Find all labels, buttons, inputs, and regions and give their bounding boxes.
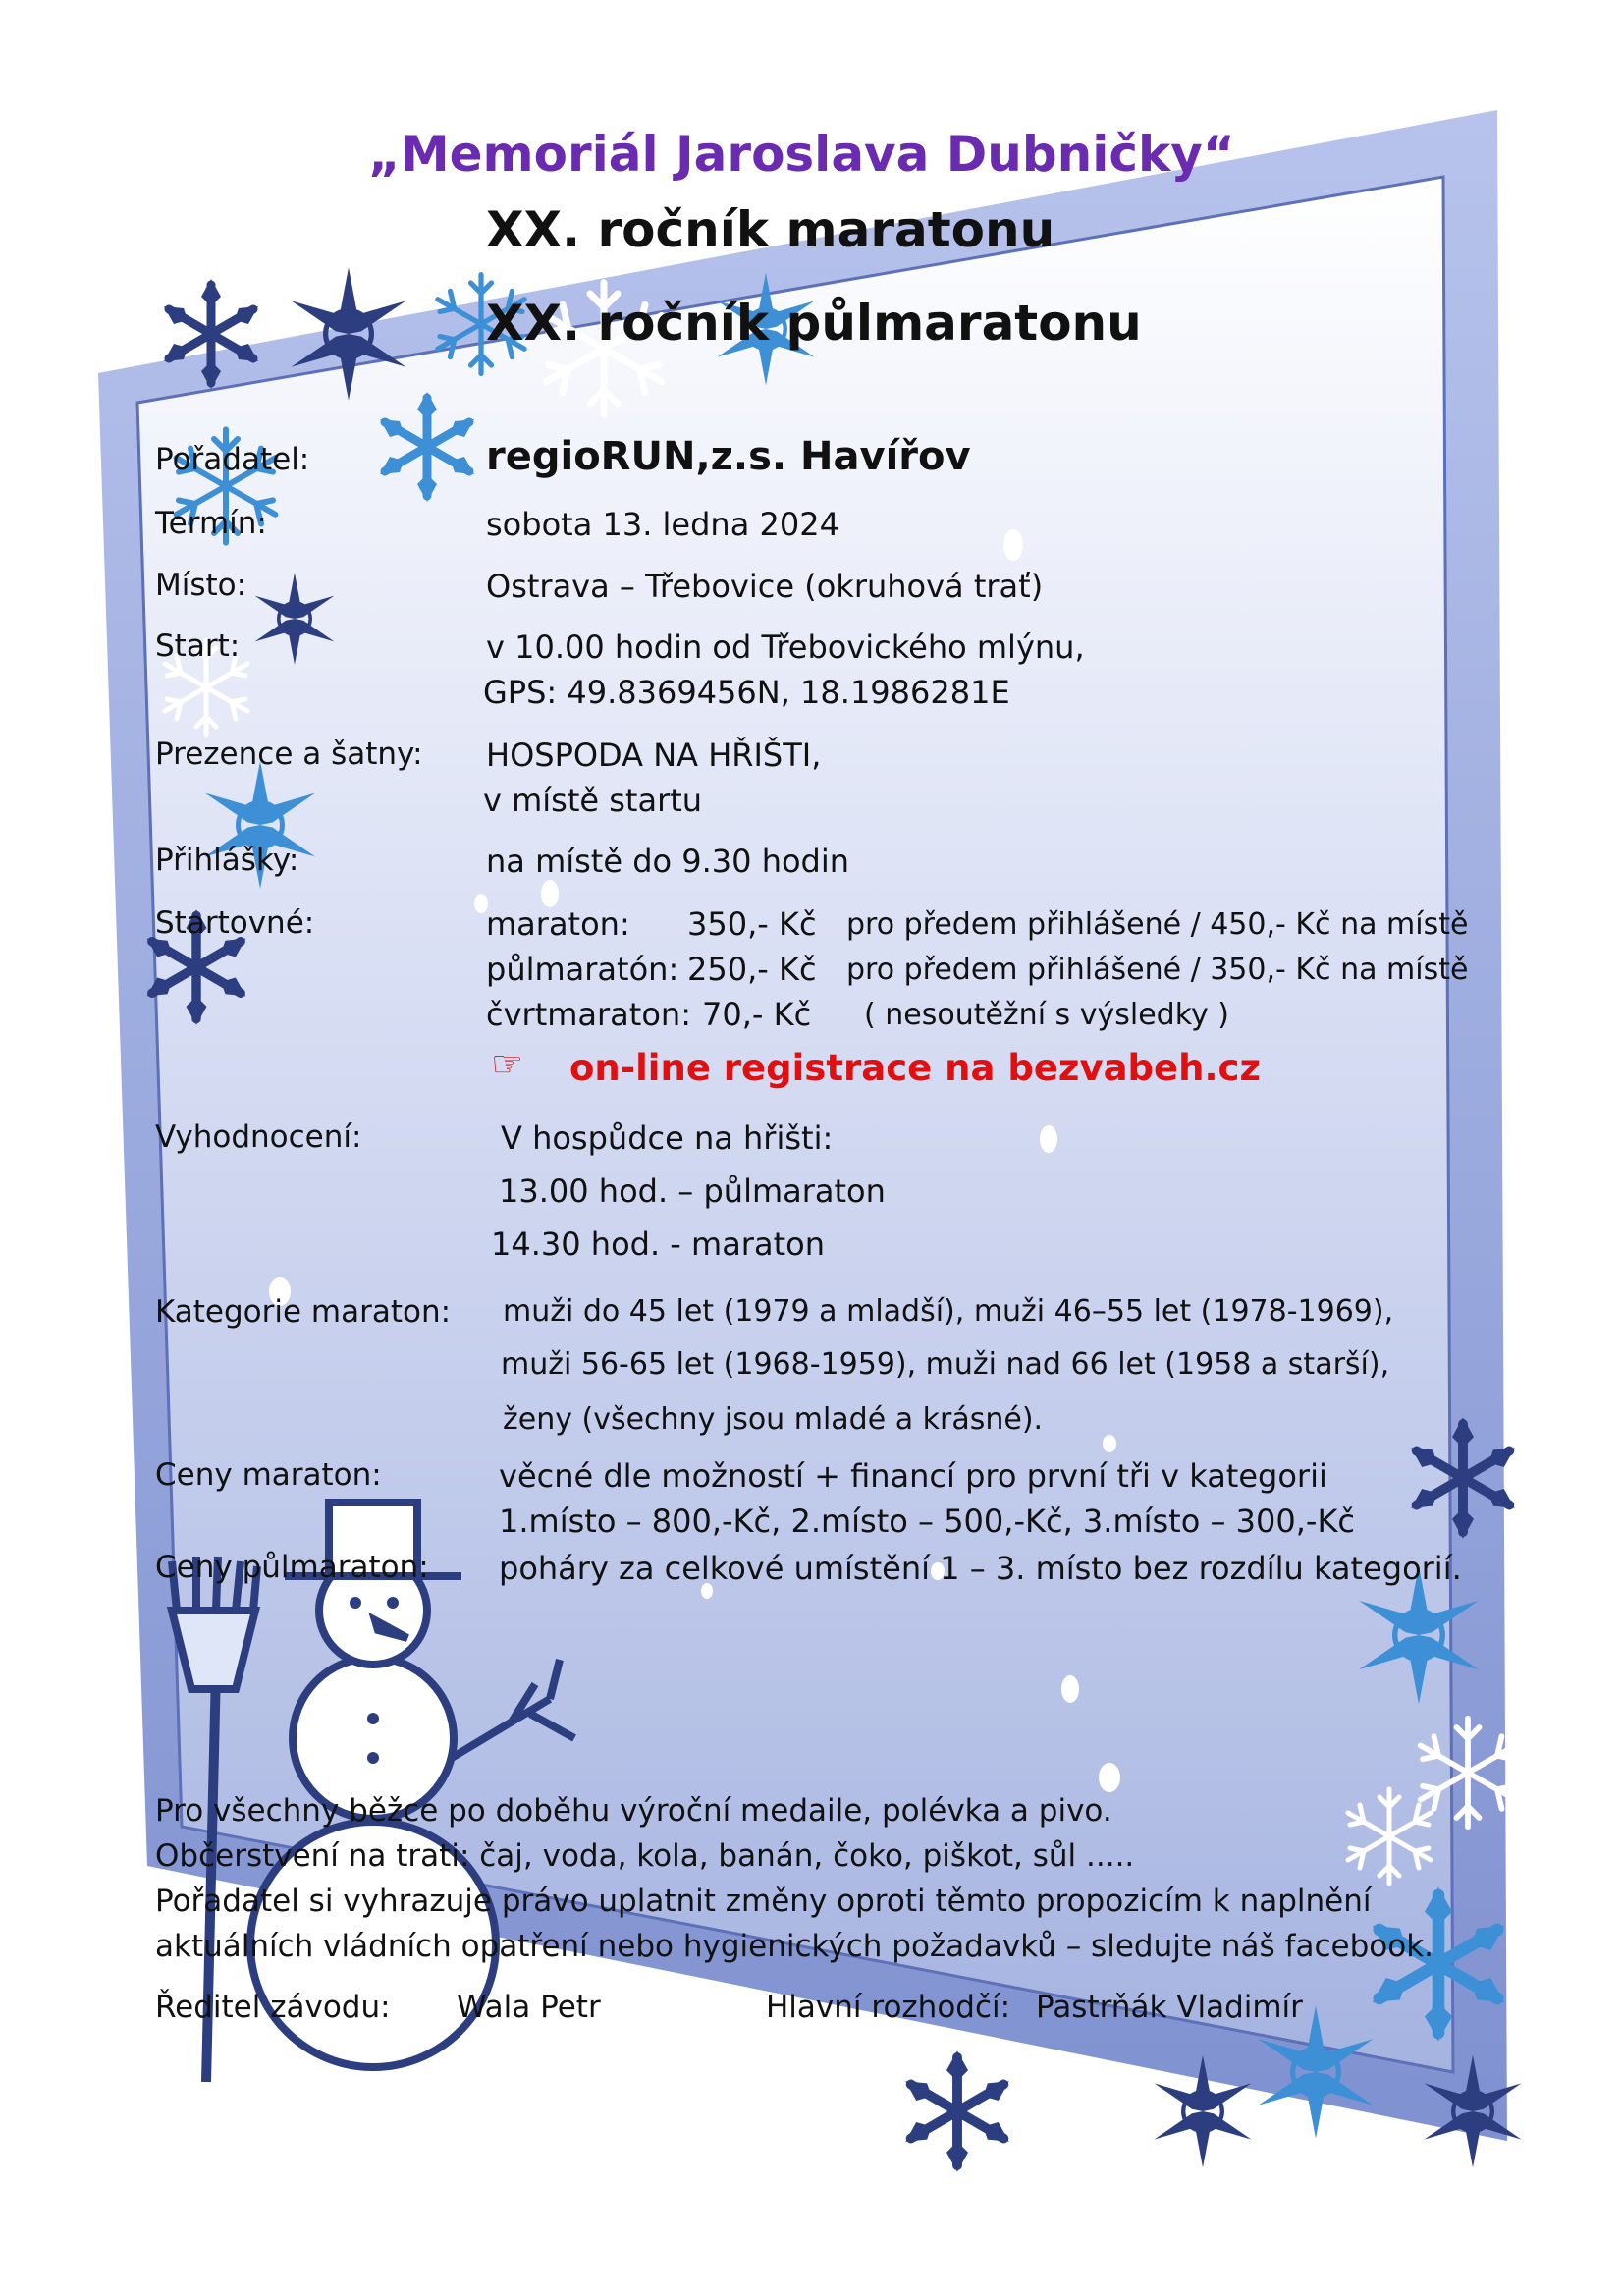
entries-label: Přihlášky:: [155, 843, 299, 878]
categories-label: Kategorie maraton:: [155, 1294, 452, 1330]
entries-value: na místě do 9.30 hodin: [486, 843, 850, 880]
director-label: Ředitel závodu:: [155, 1990, 391, 2025]
categories-line-3: ženy (všechny jsou mladé a krásné).: [503, 1402, 1044, 1437]
registration-desk-place: v místě startu: [483, 782, 703, 819]
pointing-hand-icon: ☞: [491, 1043, 524, 1085]
prizes-line-1: věcné dle možností + financí pro první tři v kategorii: [499, 1457, 1327, 1495]
fee-marathon-price: 350,- Kč: [687, 905, 817, 943]
date-value: sobota 13. ledna 2024: [486, 506, 839, 543]
fees-label: Startovné:: [155, 905, 315, 941]
half-marathon-edition: XX. ročník půlmaratonu: [486, 295, 1142, 352]
fee-quarter-price: 70,- Kč: [702, 996, 812, 1033]
half-prizes-label: Ceny půlmaraton:: [155, 1550, 429, 1585]
fee-half-price: 250,- Kč: [687, 951, 817, 988]
marathon-edition: XX. ročník maratonu: [486, 201, 1055, 258]
fee-half-name: půlmaratón:: [486, 951, 679, 988]
registration-desk-value: HOSPODA NA HŘIŠTI,: [486, 737, 822, 774]
footer-line-1: Pro všechny běžce po doběhu výroční medaile, polévka a pivo.: [155, 1793, 1112, 1829]
director-name: Wala Petr: [457, 1990, 601, 2025]
fee-quarter-note: ( nesoutěžní s výsledky ): [864, 998, 1229, 1032]
referee-name: Pastrňák Vladimír: [1036, 1990, 1303, 2025]
start-label: Start:: [155, 629, 241, 664]
online-registration-link[interactable]: on-line registrace na bezvabeh.cz: [569, 1047, 1261, 1089]
categories-line-1: muži do 45 let (1979 a mladší), muži 46–55 let (1978-1969),: [503, 1294, 1394, 1329]
categories-line-2: muži 56-65 let (1968-1959), muži nad 66 let (1958 a starší),: [501, 1347, 1390, 1382]
organizer-label: Pořadatel:: [155, 442, 310, 477]
prizes-line-2: 1.místo – 800,-Kč, 2.místo – 500,-Kč, 3.místo – 300,-Kč: [499, 1503, 1356, 1540]
evaluation-label: Vyhodnocení:: [155, 1120, 362, 1155]
half-prizes-value: poháry za celkové umístění 1 – 3. místo bez rozdílu kategorií.: [499, 1550, 1462, 1587]
start-value: v 10.00 hodin od Třebovického mlýnu,: [486, 629, 1085, 666]
fee-marathon-note: pro předem přihlášené / 450,- Kč na místě: [846, 907, 1469, 942]
evaluation-half: 13.00 hod. – půlmaraton: [499, 1173, 886, 1210]
start-gps: GPS: 49.8369456N, 18.1986281E: [483, 674, 1010, 711]
evaluation-marathon: 14.30 hod. - maraton: [491, 1226, 825, 1263]
registration-desk-label: Prezence a šatny:: [155, 737, 423, 772]
place-label: Místo:: [155, 568, 247, 603]
place-value: Ostrava – Třebovice (okruhová trať): [486, 568, 1044, 605]
evaluation-place: V hospůdce na hřišti:: [501, 1120, 834, 1157]
footer-line-2: Občerstvení na trati: čaj, voda, kola, banán, čoko, piškot, sůl .....: [155, 1838, 1135, 1874]
prizes-label: Ceny maraton:: [155, 1457, 382, 1493]
organizer-value: regioRUN,z.s. Havířov: [486, 434, 971, 479]
footer-line-3: Pořadatel si vyhrazuje právo uplatnit změny oproti těmto propozicím k naplnění: [155, 1884, 1372, 1919]
referee-label: Hlavní rozhodčí:: [766, 1990, 1011, 2025]
fee-quarter-name: čvrtmaraton:: [486, 996, 691, 1033]
fee-half-note: pro předem přihlášené / 350,- Kč na místě: [846, 953, 1469, 987]
date-label: Termín:: [155, 506, 267, 541]
footer-line-4: aktuálních vládních opatření nebo hygienických požadavků – sledujte náš facebook.: [155, 1929, 1433, 1964]
fee-marathon-name: maraton:: [486, 905, 630, 943]
event-title: „Memoriál Jaroslava Dubničky“: [368, 126, 1235, 183]
